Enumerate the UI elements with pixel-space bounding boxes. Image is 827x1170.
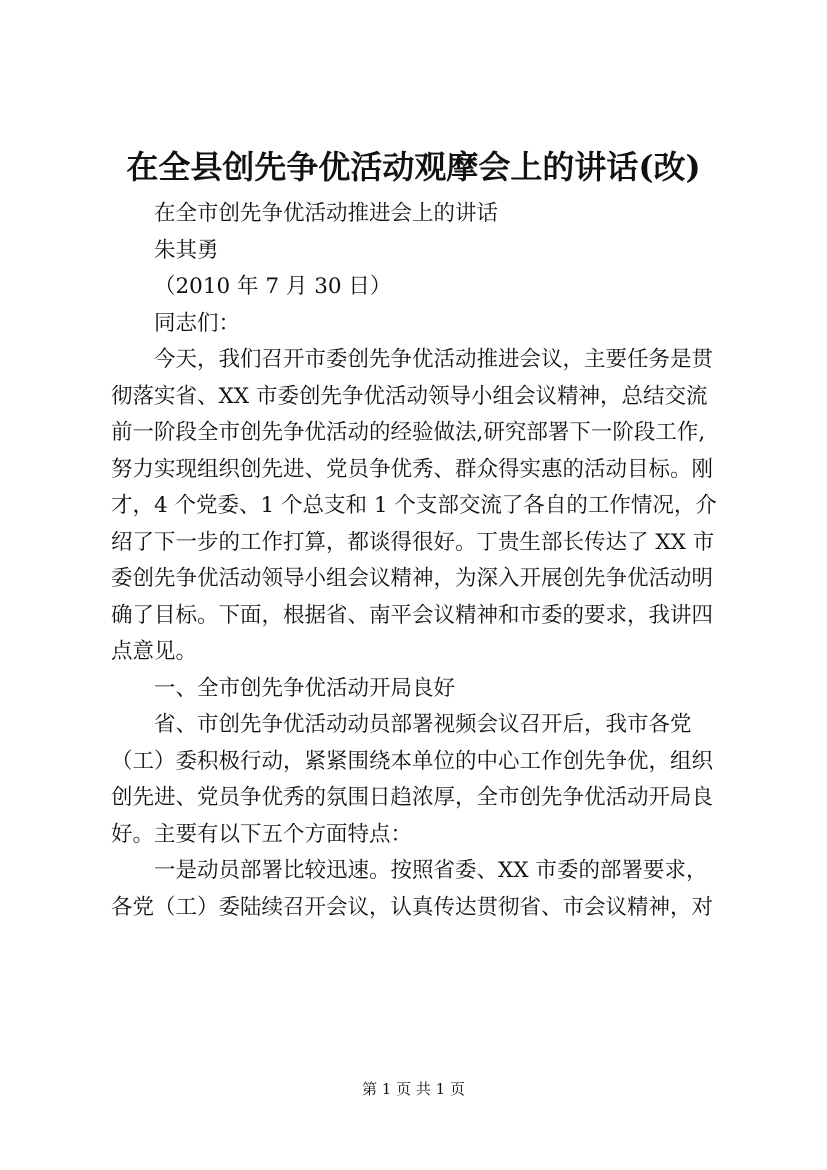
paragraph-line: 今天，我们召开市委创先争优活动推进会议，主要任务是贯 [154,347,714,372]
document-body [111,196,723,926]
paragraph-line: 努力实现组织创先进、党员争优秀、群众得实惠的活动目标。刚 [111,456,714,482]
document-title: 在全县创先争优活动观摩会上的讲话(改) [126,148,701,186]
author-line: 朱其勇 [154,237,219,263]
subtitle-line: 在全市创先争优活动推进会上的讲话 [154,201,499,226]
paragraph-line: 前一阶段全市创先争优活动的经验做法,研究部署下一阶段工作, [111,420,706,445]
paragraph-line: 好。主要有以下五个方面特点： [111,821,413,847]
salutation-line: 同志们： [154,310,241,336]
paragraph-line: 一是动员部署比较迅速。按照省委、XX 市委的部署要求， [154,858,708,883]
paragraph-line: 点意见。 [111,639,198,664]
paragraph-line: 各党（工）委陆续召开会议，认真传达贯彻省、市会议精神，对 [111,894,714,920]
paragraph-line: 确了目标。下面，根据省、南平会议精神和市委的要求，我讲四 [111,602,714,628]
paragraph-line: 绍了下一步的工作打算，都谈得很好。丁贵生部长传达了 XX 市 [111,529,715,555]
paragraph-line: （工）委积极行动，紧紧围绕本单位的中心工作创先争优，组织 [111,748,714,774]
paragraph-line: 委创先争优活动领导小组会议精神，为深入开展创先争优活动明 [111,566,714,591]
paragraph-line: 才，4 个党委、1 个总支和 1 个支部交流了各自的工作情况，介 [111,493,717,518]
paragraph-line: 创先进、党员争优秀的氛围日趋浓厚，全市创先争优活动开局良 [111,785,714,810]
date-line: （2010 年 7 月 30 日） [154,274,392,299]
paragraph-line: 彻落实省、XX 市委创先争优活动领导小组会议精神，总结交流 [111,383,708,409]
paragraph-line: 省、市创先争优活动动员部署视频会议召开后，我市各党 [154,712,692,737]
page-footer: 第 1 页 共 1 页 [362,1080,465,1098]
section-heading: 一、全市创先争优活动开局良好 [154,675,456,701]
